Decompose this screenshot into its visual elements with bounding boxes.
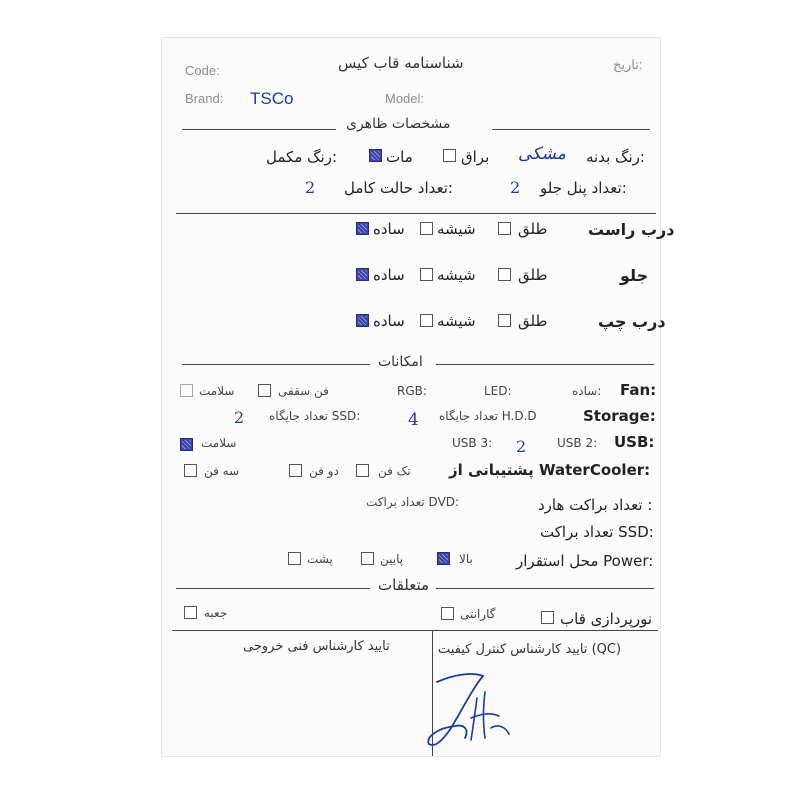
door-right-talq-checkbox[interactable] <box>498 222 511 235</box>
front-panels-value: 2 <box>510 178 521 197</box>
finish-matte-label: مات <box>386 148 413 166</box>
section-rule-left <box>182 129 336 130</box>
box-label: جعبه <box>204 606 228 620</box>
qc-approval-label: تایید کارشناس کنترل کیفیت (QC) <box>438 642 622 657</box>
wc-double-checkbox[interactable] <box>289 464 302 477</box>
wc-triple-label: سه فن <box>204 464 240 478</box>
fan-label: Fan: <box>620 381 657 399</box>
door-right-label: درب راست <box>588 220 675 239</box>
box-checkbox[interactable] <box>184 606 197 619</box>
door-left-glass: شیشه <box>437 312 476 330</box>
accessories-section-title: متعلقات <box>378 576 430 594</box>
full-states-value: 2 <box>305 178 316 197</box>
usb2-label: USB 2: <box>557 436 598 450</box>
door-front-glass: شیشه <box>437 266 476 284</box>
door-front-plain-checkbox[interactable] <box>356 268 369 281</box>
form-title: شناسنامه قاب کیس <box>338 54 464 72</box>
power-top-checkbox[interactable] <box>437 552 450 565</box>
approval-top-rule <box>172 630 658 631</box>
ssd-bays-value: 2 <box>234 408 245 427</box>
front-panels-label: تعداد پنل جلو: <box>540 179 627 197</box>
wc-single-label: تک فن <box>378 464 411 478</box>
door-front-glass-checkbox[interactable] <box>420 268 433 281</box>
body-color-value: مشکی <box>518 144 566 164</box>
storage-label: Storage: <box>583 407 656 425</box>
door-right-talq: طلق <box>518 220 548 238</box>
finish-glossy-label: براق <box>461 148 490 166</box>
power-back-label: پشت <box>307 552 333 566</box>
wc-triple-checkbox[interactable] <box>184 464 197 477</box>
door-right-plain: ساده <box>373 220 405 238</box>
hard-brackets-label: تعداد براکت هارد : <box>538 496 653 514</box>
wc-single-checkbox[interactable] <box>356 464 369 477</box>
power-placement-label: محل استقرار Power: <box>516 552 654 570</box>
usb-ok-label: سلامت <box>201 436 237 450</box>
finish-glossy-checkbox[interactable] <box>443 149 456 162</box>
body-color-label: رنگ بدنه: <box>586 148 645 166</box>
door-right-glass-checkbox[interactable] <box>420 222 433 235</box>
warranty-label: گارانتی <box>460 607 496 621</box>
fan-roof-checkbox[interactable] <box>258 384 271 397</box>
door-left-talq: طلق <box>518 312 548 330</box>
warranty-checkbox[interactable] <box>441 607 454 620</box>
full-states-label: تعداد حالت کامل: <box>344 179 453 197</box>
door-left-talq-checkbox[interactable] <box>498 314 511 327</box>
usb-ok-checkbox[interactable] <box>180 438 193 451</box>
section-rule-right <box>492 129 650 130</box>
watercooler-label: پشتیبانی از WaterCooler: <box>449 461 651 479</box>
fan-led-label: LED: <box>484 384 512 398</box>
fan-roof-label: فن سقفی <box>278 384 329 398</box>
power-bottom-label: پایین <box>380 552 404 566</box>
section-rule-right <box>436 364 654 365</box>
door-right-glass: شیشه <box>437 220 476 238</box>
qc-signature <box>425 668 525 753</box>
fan-rgb-label: RGB: <box>397 384 427 398</box>
lighting-checkbox[interactable] <box>541 611 554 624</box>
appearance-section-title: مشخصات ظاهری <box>346 116 451 132</box>
door-front-plain: ساده <box>373 266 405 284</box>
section-rule-right <box>436 588 654 589</box>
wc-double-label: دو فن <box>309 464 339 478</box>
finish-matte-checkbox[interactable] <box>369 149 382 162</box>
power-bottom-checkbox[interactable] <box>361 552 374 565</box>
door-left-glass-checkbox[interactable] <box>420 314 433 327</box>
section-rule-left <box>182 364 370 365</box>
fan-plain-label: ساده: <box>572 384 602 398</box>
dvd-brackets-label: تعداد براکت DVD: <box>366 495 460 509</box>
code-label: Code: <box>185 63 220 78</box>
hdd-bays-label: تعداد جایگاه H.D.D <box>439 409 537 423</box>
model-label: Model: <box>385 91 425 106</box>
door-right-plain-checkbox[interactable] <box>356 222 369 235</box>
ssd-brackets-label: تعداد براکت SSD: <box>540 523 654 541</box>
power-back-checkbox[interactable] <box>288 552 301 565</box>
usb-label: USB: <box>614 433 655 451</box>
door-front-talq-checkbox[interactable] <box>498 268 511 281</box>
door-front-talq: طلق <box>518 266 548 284</box>
usb3-value: 2 <box>516 437 527 456</box>
hdd-bays-value: 4 <box>408 410 419 430</box>
fan-ok-checkbox[interactable] <box>180 384 193 397</box>
power-top-label: بالا <box>459 552 473 566</box>
ssd-bays-label: تعداد جایگاه SSD: <box>269 409 361 423</box>
usb3-label: USB 3: <box>452 436 493 450</box>
door-left-plain: ساده <box>373 312 405 330</box>
divider <box>176 213 656 214</box>
fan-ok-label: سلامت <box>199 384 235 398</box>
date-label: تاریخ: <box>613 57 643 72</box>
tech-approval-label: تایید کارشناس فنی خروجی <box>243 639 390 654</box>
brand-value: TSCo <box>250 89 294 108</box>
brand-label: Brand: <box>185 91 224 106</box>
door-front-label: جلو <box>620 266 649 285</box>
door-left-label: درب چپ <box>598 312 666 331</box>
features-section-title: امکانات <box>378 354 423 370</box>
lighting-label: نورپردازی قاب <box>560 610 653 628</box>
section-rule-left <box>176 588 370 589</box>
accent-color-label: رنگ مکمل: <box>266 148 338 166</box>
door-left-plain-checkbox[interactable] <box>356 314 369 327</box>
